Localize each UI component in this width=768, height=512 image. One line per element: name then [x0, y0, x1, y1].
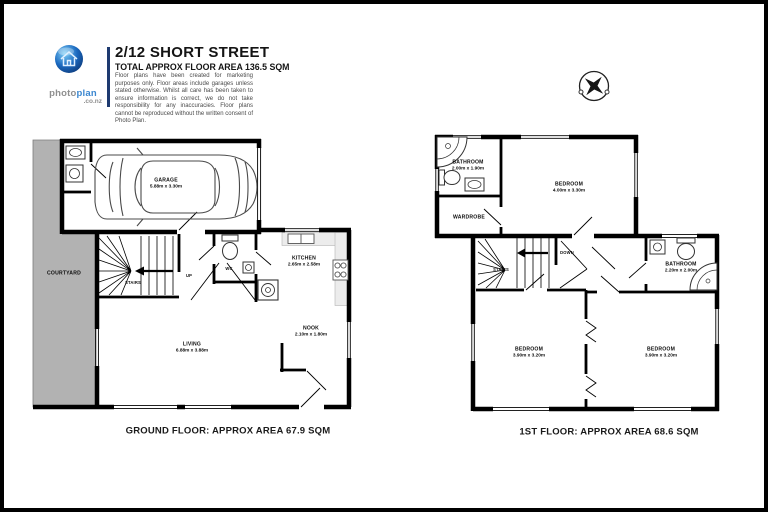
toilet-icon	[677, 238, 695, 260]
room-label-courtyard: COURTYARD	[47, 269, 81, 276]
room-label-stairs: STAIRS	[125, 280, 141, 286]
total-area-subtitle: TOTAL APPROX FLOOR AREA 136.5 SQM	[115, 62, 290, 72]
header-divider	[107, 47, 110, 107]
brand-plan: plan	[76, 88, 97, 99]
toilet-icon	[439, 170, 460, 185]
ground-floor-plan	[29, 134, 359, 419]
disclaimer-text: Floor plans have been created for marketing purposes only. Floor areas include garages unless stated otherwise. Whilst all care has been taken to ensure information is correct, we do not take responsibility for any inaccuracies. Floor plans cannot be reproduced without the written consent of Photo Plan.	[115, 73, 253, 124]
photoplan-logo-icon	[54, 44, 84, 74]
page-title: 2/12 SHORT STREET	[115, 44, 270, 61]
room-label-stairs: STAIRS	[493, 267, 509, 273]
stairs-icon	[478, 238, 549, 288]
room-label-bedroom-right: BEDROOM 3.90m x 3.20m	[644, 345, 678, 358]
room-label-bedroom-top: BEDROOM 4.00m x 3.30m	[552, 180, 586, 193]
room-label-kitchen: KITCHEN 2.65m x 2.58m	[287, 254, 321, 267]
compass-icon	[575, 67, 613, 105]
room-label-garage: GARAGE 5.88m x 3.30m	[149, 176, 183, 189]
toilet-icon	[222, 235, 238, 260]
ground-floor-drawing	[29, 134, 359, 419]
brand-suffix: .co.nz	[83, 98, 102, 105]
brand-photo: photo	[49, 88, 77, 99]
washing-machine-icon	[258, 280, 278, 300]
room-label-bathroom-top: BATHROOM 2.00m x 1.90m	[451, 158, 485, 171]
laundry-sink-icon	[66, 146, 85, 182]
room-label-bathroom-right: BATHROOM 2.20m x 2.00m	[664, 260, 698, 273]
wc-sink-icon	[243, 262, 254, 273]
windows	[96, 147, 351, 408]
room-label-nook: NOOK 2.10m x 1.80m	[294, 324, 328, 337]
stairs-icon	[99, 236, 173, 295]
first-floor-plan	[429, 129, 729, 419]
first-floor-drawing	[429, 129, 729, 419]
ground-floor-caption: GROUND FLOOR: APPROX AREA 67.9 SQM	[125, 425, 331, 437]
room-label-wc: WC	[225, 266, 233, 272]
stairs-direction-label: DOWN	[560, 250, 574, 256]
stairs-direction-label: UP	[185, 273, 193, 279]
room-label-living: LIVING 6.88m x 3.88m	[175, 340, 209, 353]
kitchen-sink-icon	[288, 234, 314, 244]
first-floor-caption: 1ST FLOOR: APPROX AREA 68.6 SQM	[519, 426, 699, 438]
hob-icon	[333, 260, 348, 280]
room-label-bedroom-left: BEDROOM 3.90m x 3.20m	[512, 345, 546, 358]
sink-icon	[465, 178, 484, 191]
room-label-wardrobe: WARDROBE	[453, 213, 485, 220]
sink-icon	[650, 240, 665, 254]
